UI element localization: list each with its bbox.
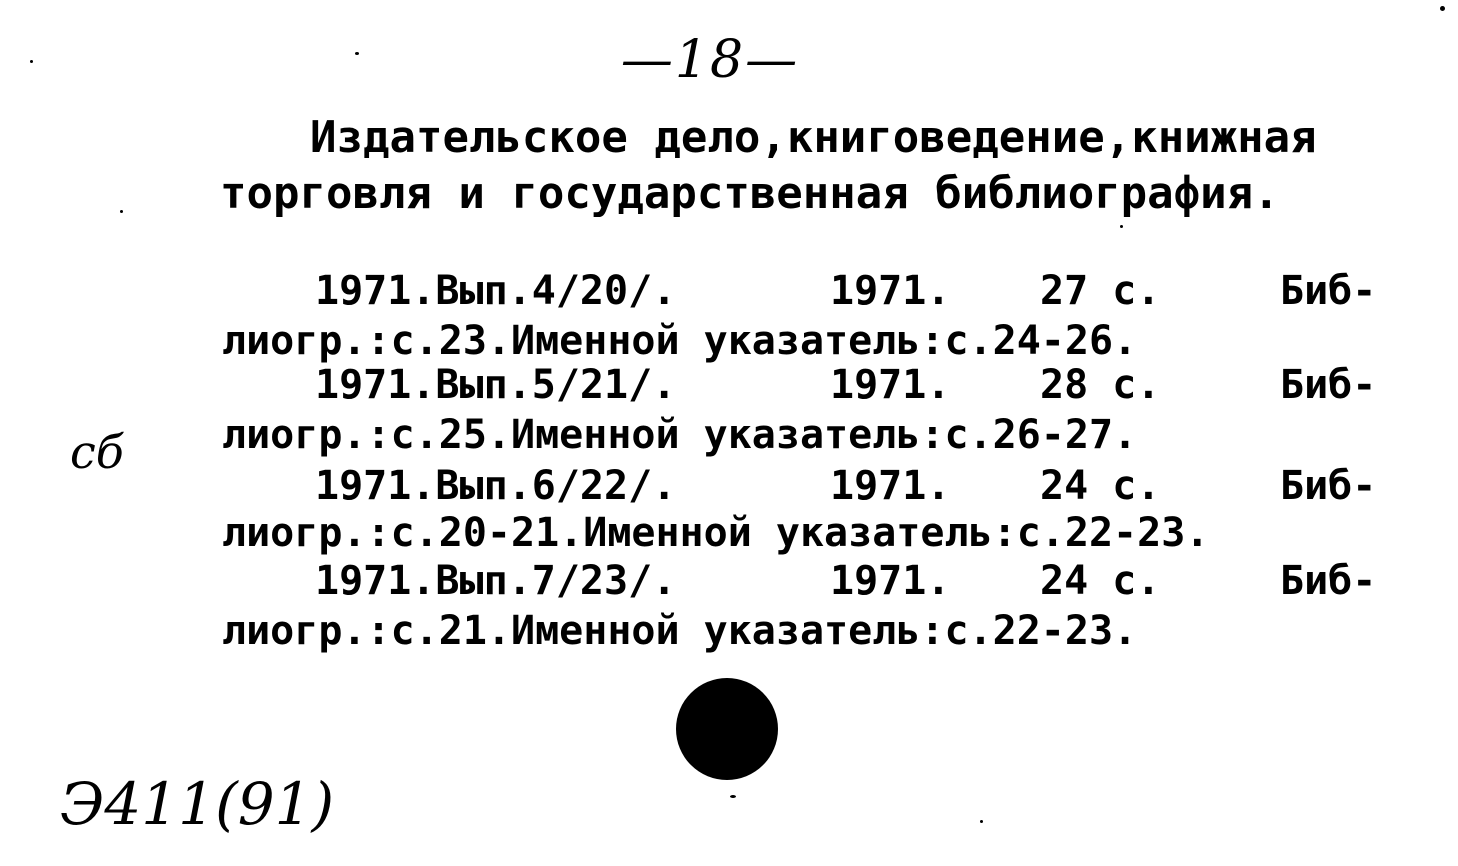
entry-issue: 1971.Вып.5/21/. [315, 362, 677, 408]
entry-pages: 24 с. [1040, 558, 1161, 604]
punch-hole [676, 678, 778, 780]
scan-speck [980, 820, 983, 823]
entry-bib-start: Биб- [1280, 362, 1377, 408]
page-number: —18— [620, 30, 800, 90]
entry-3-continuation: лиогр.:с.20-21.Именной указатель:с.22-23. [222, 510, 1210, 556]
entry-pages: 28 с. [1040, 362, 1161, 408]
margin-note: сб [70, 425, 124, 479]
scan-speck [355, 52, 359, 55]
entry-year: 1971. [830, 268, 951, 314]
entry-year: 1971. [830, 558, 951, 604]
entry-bib-start: Биб- [1280, 463, 1377, 509]
entry-2-continuation: лиогр.:с.25.Именной указатель:с.26-27. [222, 412, 1138, 458]
entry-issue: 1971.Вып.6/22/. [315, 463, 677, 509]
scan-speck [1120, 225, 1123, 228]
scan-speck [730, 795, 736, 798]
entry-bib-start: Биб- [1280, 558, 1377, 604]
scan-speck [120, 210, 123, 213]
entry-4-continuation: лиогр.:с.21.Именной указатель:с.22-23. [222, 608, 1138, 654]
entry-year: 1971. [830, 362, 951, 408]
entry-issue: 1971.Вып.7/23/. [315, 558, 677, 604]
entry-pages: 27 с. [1040, 268, 1161, 314]
section-title-line-2: торговля и государственная библиография. [220, 168, 1280, 219]
entry-pages: 24 с. [1040, 463, 1161, 509]
entry-year: 1971. [830, 463, 951, 509]
scan-speck [30, 60, 33, 63]
entry-1-continuation: лиогр.:с.23.Именной указатель:с.24-26. [222, 318, 1138, 364]
entry-issue: 1971.Вып.4/20/. [315, 268, 677, 314]
entry-bib-start: Биб- [1280, 268, 1377, 314]
shelf-mark: Э411(91) [60, 770, 335, 838]
scan-speck [1440, 6, 1445, 11]
section-title-line-1: Издательское дело,книговедение,книжная [310, 112, 1317, 163]
